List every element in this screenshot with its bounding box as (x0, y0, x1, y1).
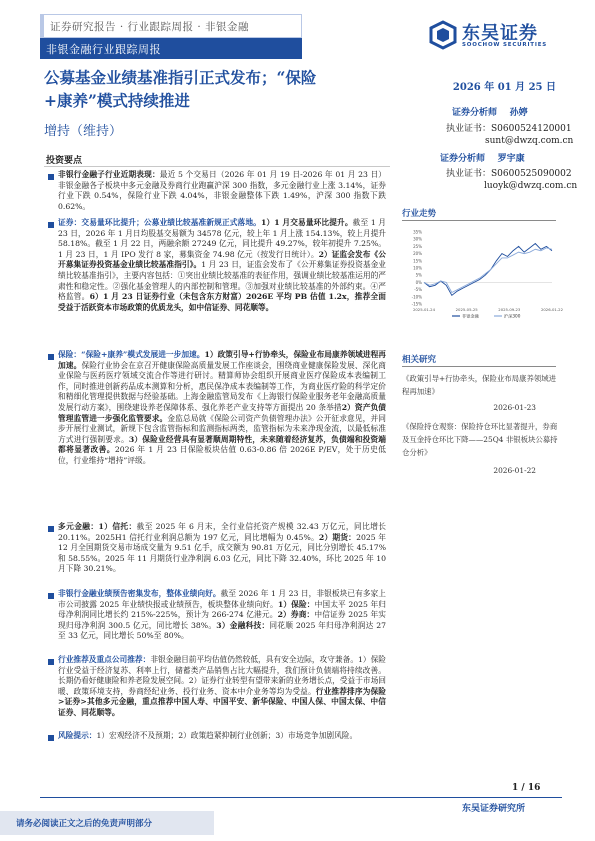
y-tick-label: 0% (415, 279, 422, 285)
logo-mark-icon (428, 20, 458, 50)
logo-text-cn: 东吴证券 (462, 23, 538, 44)
bullet-icon (48, 735, 54, 741)
y-tick-label: -5% (414, 287, 422, 293)
rating: 增持（维持） (44, 124, 123, 139)
bullet-icon (48, 174, 54, 180)
y-tick-label: 5% (415, 272, 422, 278)
y-tick-label: -15% (411, 301, 422, 307)
y-tick-label: 30% (413, 236, 422, 242)
bullet-icon (48, 222, 54, 228)
bullet-icon (48, 526, 54, 532)
related-report-1-date: 2026-01-23 (493, 403, 536, 412)
y-tick-label: 25% (413, 243, 422, 249)
section-heading-key-points: 投资要点 (46, 156, 83, 166)
x-tick-label: 2025-05-25 (455, 307, 478, 312)
divider (402, 220, 556, 221)
disclaimer-banner (0, 811, 214, 835)
analyst-2-role: 证券分析师 (440, 154, 486, 164)
series-line-0 (424, 244, 552, 296)
point-insurance: 保险：“保险+康养”模式发展进一步加速。1）政策引导+行协牵头，保险业布局康养领域进程再加速。保险行业协会在京召开健康保险高质量发展工作座谈会，围绕商业健康保险发展、深化商业保险与医药医疗领域交流合作等进行研讨。精算师协会组织开展商业医疗保险成本表编制工作，同时推进创新药品成本测算和分析，惠民保净成本表编制等工作，为商业医疗险的科学定价和精细化管理提供数据与经验基础。上海金融监管局发布《上海银行保险业服务老年金融高质量发展行动方案》，围绕建设养老保障体系、强化养老产业支持等方面提出 20 条举措2）资产负债管理监管进一步强化监管要求。金监总局就《保险公司资产负债管理办法》公开征求意见，并同步开展行业测试，新规下包含监管指标和监测指标两类，监管指标为未来净现金流，以最低标准方式进行强制要求。3）保险业经营具有显著顺周期特性，未来随着经济复苏，负债端和投资端都将显著改善。2026 年 1 月 23 日保险板块估值 0.63-0.86 倍 2026E P/EV，处于历史低位，行业维持“增持”评级。 (58, 350, 386, 465)
footer-organization: 东吴证券研究所 (462, 804, 526, 814)
y-tick-label: 20% (413, 251, 422, 257)
x-tick-label: 2025-01-24 (412, 307, 436, 312)
point-diversified-finance: 多元金融：1）信托：截至 2025 年 6 月末，全行业信托资产规模 32.43 万亿元，同比增长 20.11%。2025H1 信托行业利润总额为 197 亿元，同比增幅为 0.45%。2）期货：2025 年 12 月全国期货交易市场成交量为 9.51 亿手，成交额为 90.81 万亿元，同比分别增长 45.17%和 58.55%。2025 年 11 月期货行业净利润 6.03 亿元，同比下降 32.40%，环比 2025 年 10 月下降 30.21%。 (58, 522, 386, 574)
divider (402, 366, 556, 367)
point-securities: 证券：交易量环比提升；公募业绩比较基准新规正式落地。1）1 月交易量环比提升。截至 1 月 23 日，2026 年 1 月日均股基交易额为 34578 亿元，较上年 1 月上涨 154.13%，较上月提升 58.18%。截至 1 月 22 日，两融余额 27249 亿元，同比提升 49.27%，较年初提升 7.25%。1 月 23 日，1 月 IPO 发行 8 家，募集资金 74.98 亿元（按发行日统计）。2）证监会发布《公开募集证券投资基金业绩比较基准指引》。1 月 23 日，证监会发布了《公开募集证券投资基金业绩比较基准指引》，主要内容包括：①突出业绩比较基准的表征作用，强调业绩比较基准运用的严肃性和稳定性。②强化基金管理人的内部控制和管理。③加强对业绩比较基准的外部约束。④严格监管。6）1 月 23 日证券行业（未包含东方财富）2026E 平均 PB 估值 1.2x，推荐全面受益于活跃资本市场政策的优质龙头，如中信证券、同花顺等。 (58, 218, 386, 312)
point-earnings-previews: 非银行金融业绩预告密集发布，整体业绩向好。截至 2026 年 1 月 23 日，非银板块已有多家上市公司披露 2025 年业绩快报或业绩预告，板块整体业绩向好。1）保险：中国太平 2025 年归母净利润同比增长约 215%-225%，预计为 266-274 亿港元。2）券商：中信证券 2025 年实现归母净利润 300.5 亿元，同比增长 38%。3）金融科技：同花顺 2025 年归母净利润达 27 至 33 亿元，同比增长 50%至 80%。 (58, 589, 386, 641)
analyst-1-cert: 执业证书：S0600524120001 (446, 124, 572, 134)
analyst-1-email[interactable]: sunt@dwzq.com.cn (485, 136, 574, 146)
point-recommendations: 行业推荐及重点公司推荐：非银金融目前平均估值仍然较低，具有安全边际，攻守兼备。1）保险行业受益于经济复苏、利率上行，储蓄类产品销售占比大幅提升，我们预计负债端将持续改善。长期仍看好健康险和养老险发展空间。2）证券行业转型有望带来新的业务增长点，受益于市场回暖、政策环境支持，券商经纪业务、投行业务、资本中介业务等均为受益。行业推荐排序为保险>证券>其他多元金融，重点推荐中国人寿、中国平安、新华保险、中国人保、中国太保、中信证券、同花顺等。 (58, 655, 386, 717)
related-report-2-title[interactable]: 《保险持仓观察：保险持仓环比显著提升，券商及互金持仓环比下降——25Q4 非银板块公募持仓分析》 (402, 422, 558, 457)
y-tick-label: 35% (413, 229, 422, 235)
legend-label: 非银金融 (462, 313, 479, 319)
x-tick-label: 2026-01-22 (540, 307, 564, 312)
analyst-2-cert: 执业证书：S0600525090002 (446, 169, 572, 179)
y-tick-label: 15% (413, 258, 422, 264)
y-tick-label: -10% (411, 294, 422, 300)
bullet-icon (48, 659, 54, 665)
report-series: 非银金融行业跟踪周报 (46, 43, 161, 56)
disclaimer-text: 请务必阅读正文之后的免责声明部分 (16, 819, 153, 829)
point-recent-performance: 非银行金融子行业近期表现：最近 5 个交易日（2026 年 01 月 19 日-2026 年 01 月 23 日）非银金融各子板块中多元金融及券商行业跑赢沪深 300 指数，多元金融行业上涨 3.14%，证券行业下跌 0.54%，保险行业下跌 4.04%，非银金融整体下跌 1.49%，沪深 300 指数下跌 0.62%。 (58, 170, 386, 211)
section-heading-related-research: 相关研究 (402, 355, 437, 365)
x-tick-label: 2025-09-23 (498, 307, 521, 312)
related-report-2-date: 2026-01-22 (493, 466, 536, 475)
y-tick-label: 10% (413, 265, 422, 271)
section-heading-industry-trend: 行业走势 (402, 209, 437, 219)
report-date: 2026 年 01 月 25 日 (452, 82, 556, 93)
logo-text-en: SOOCHOW SECURITIES (462, 42, 548, 48)
bullet-icon (48, 354, 54, 360)
page-number: 1 / 16 (512, 783, 541, 793)
report-category-bar (40, 14, 302, 38)
analyst-1-line (452, 105, 528, 118)
related-report-1-title[interactable]: 《政策引导+行协牵头，保险业布局康养领域进程再加速》 (402, 374, 557, 396)
analyst-2-name: 罗宇康 (497, 154, 525, 164)
divider (44, 166, 390, 167)
footer-divider (40, 797, 562, 798)
analyst-2-email[interactable]: luoyk@dwzq.com.cn (484, 181, 578, 191)
analyst-1-role: 证券分析师 (452, 108, 498, 118)
legend-label: 沪深300 (504, 313, 521, 319)
series-line-1 (424, 248, 552, 293)
report-category: 证券研究报告 · 行业跟踪周报 · 非银金融 (50, 21, 250, 33)
bullet-icon (48, 593, 54, 599)
industry-trend-chart (402, 228, 564, 320)
company-logo (428, 18, 568, 52)
report-title: 公募基金业绩基准指引正式发布；“保险+康养”模式持续推进 (44, 68, 317, 110)
analyst-1-name: 孙婷 (509, 108, 528, 118)
point-risk-warning: 风险提示：1）宏观经济不及预期；2）政策趋紧抑制行业创新；3）市场竞争加剧风险。 (58, 731, 358, 740)
report-series-bar (40, 38, 302, 59)
analyst-2-line (440, 151, 525, 164)
